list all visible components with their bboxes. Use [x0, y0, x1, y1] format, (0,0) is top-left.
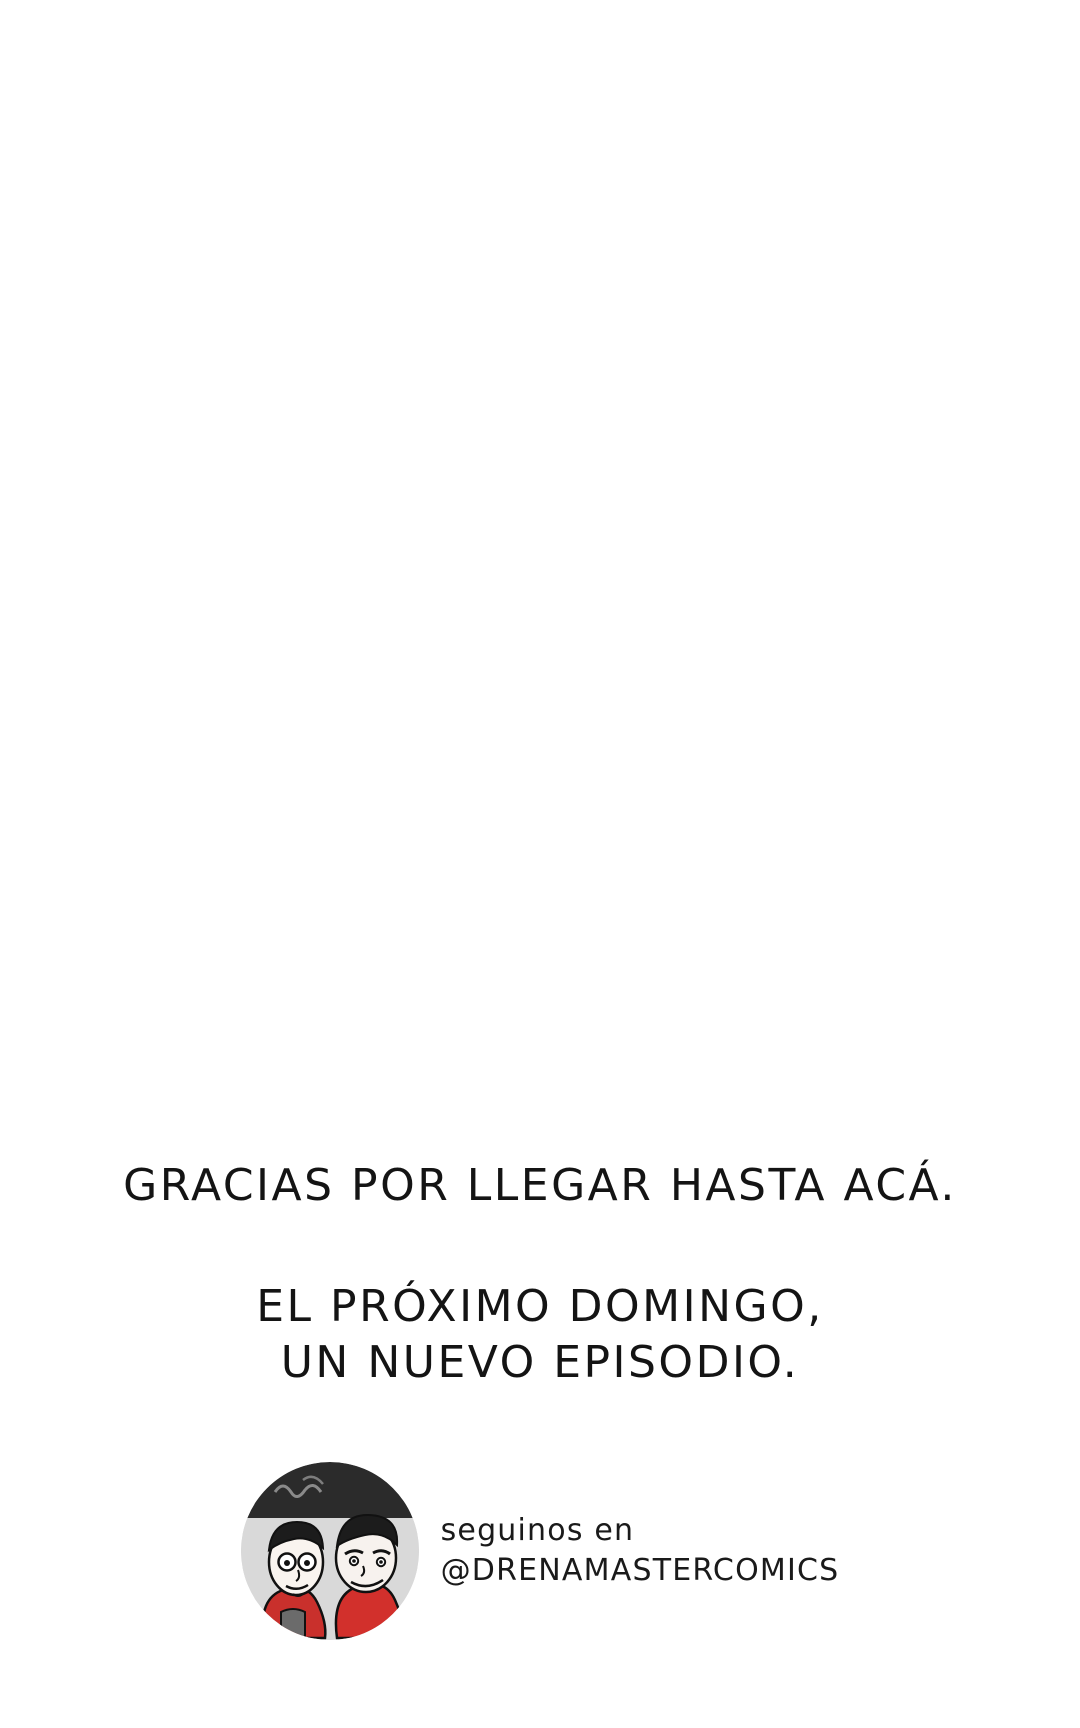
follow-row[interactable]	[0, 1462, 1080, 1640]
follow-text	[441, 1511, 840, 1592]
avatar[interactable]	[241, 1462, 419, 1640]
social-handle[interactable]: @DRENAMASTERCOMICS	[440, 1553, 840, 1588]
thanks-line: GRACIAS POR LLEGAR HASTA ACÁ.	[123, 1160, 957, 1211]
follow-label: seguinos en	[440, 1512, 635, 1548]
end-message-block	[0, 1160, 1080, 1391]
next-episode-line-2: UN NUEVO EPISODIO.	[280, 1337, 800, 1389]
message-spacer	[0, 1213, 1080, 1279]
next-episode-line-1: EL PRÓXIMO DOMINGO,	[256, 1280, 824, 1332]
